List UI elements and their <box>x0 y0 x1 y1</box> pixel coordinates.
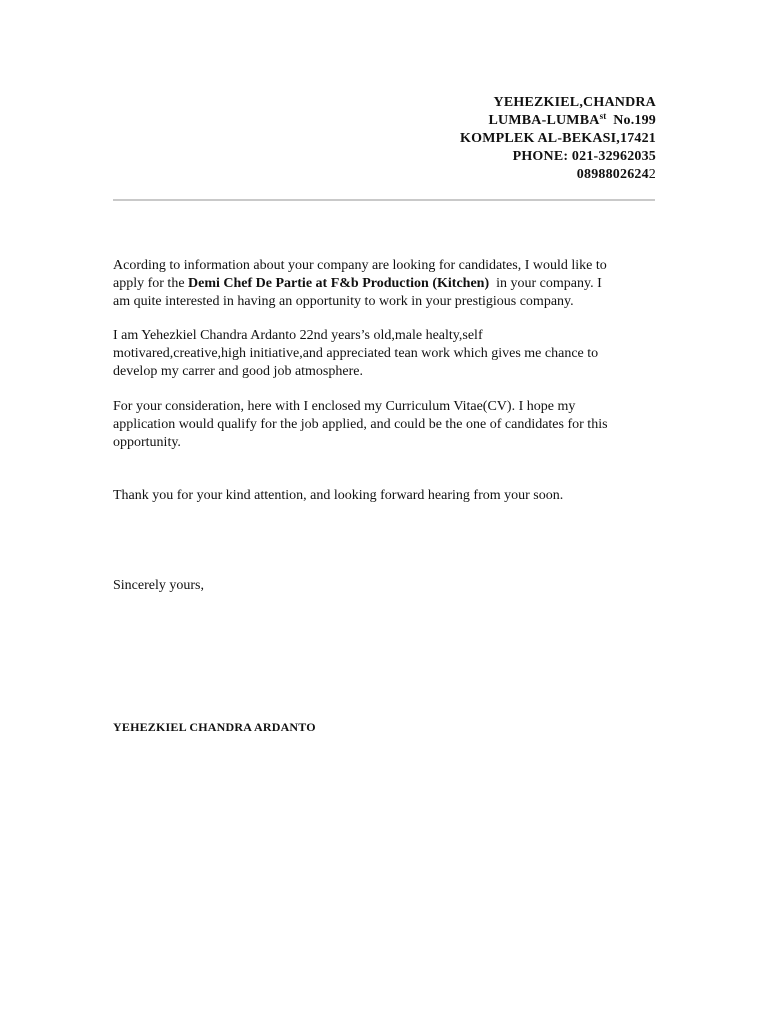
paragraph-enclosure <box>113 398 658 452</box>
paragraph-thanks: Thank you for your kind attention, and looking forward hearing from your soon. <box>113 488 564 503</box>
sender-street <box>460 112 656 130</box>
mobile-number-main: 0898802624 <box>576 167 649 182</box>
paragraph-line <box>113 275 658 293</box>
job-position: Demi Chef De Partie at F&b Production (Kitchen) <box>188 276 490 291</box>
signature-name: YEHEZKIEL CHANDRA ARDANTO <box>113 720 316 734</box>
paragraph-about-me <box>113 327 658 381</box>
sender-phone: PHONE: 021-32962035 <box>512 149 656 164</box>
paragraph-line: For your consideration, here with I enclosed my Curriculum Vitae(CV). I hope my <box>113 399 576 414</box>
street-name: LUMBA-LUMBA <box>488 113 600 128</box>
paragraph-intro <box>113 257 658 311</box>
paragraph-line: application would qualify for the job applied, and could be the one of candidates for this <box>113 417 608 432</box>
text-segment: in your company. I <box>489 276 602 291</box>
sender-name: YEHEZKIEL,CHANDRA <box>493 95 656 110</box>
paragraph-line: develop my carrer and good job atmosphere. <box>113 364 363 379</box>
paragraph-line: am quite interested in having an opportunity to work in your prestigious company. <box>113 294 574 309</box>
mobile-number-last-digit: 2 <box>648 167 656 182</box>
paragraph-line: Acording to information about your company are looking for candidates, I would like to <box>113 258 607 273</box>
paragraph-line: motivared,creative,high initiative,and appreciated tean work which gives me chance to <box>113 346 599 361</box>
street-number: No.199 <box>613 113 656 128</box>
text-segment: apply for the <box>113 276 189 291</box>
sender-address-block <box>460 94 656 184</box>
street-superscript: st <box>599 111 607 121</box>
horizontal-divider <box>113 199 655 201</box>
closing-salutation: Sincerely yours, <box>113 578 204 593</box>
paragraph-line: opportunity. <box>113 435 181 450</box>
sender-mobile <box>460 166 656 184</box>
paragraph-line: I am Yehezkiel Chandra Ardanto 22nd years’s old,male healty,self <box>113 328 483 343</box>
sender-complex: KOMPLEK AL-BEKASI,17421 <box>460 131 656 146</box>
